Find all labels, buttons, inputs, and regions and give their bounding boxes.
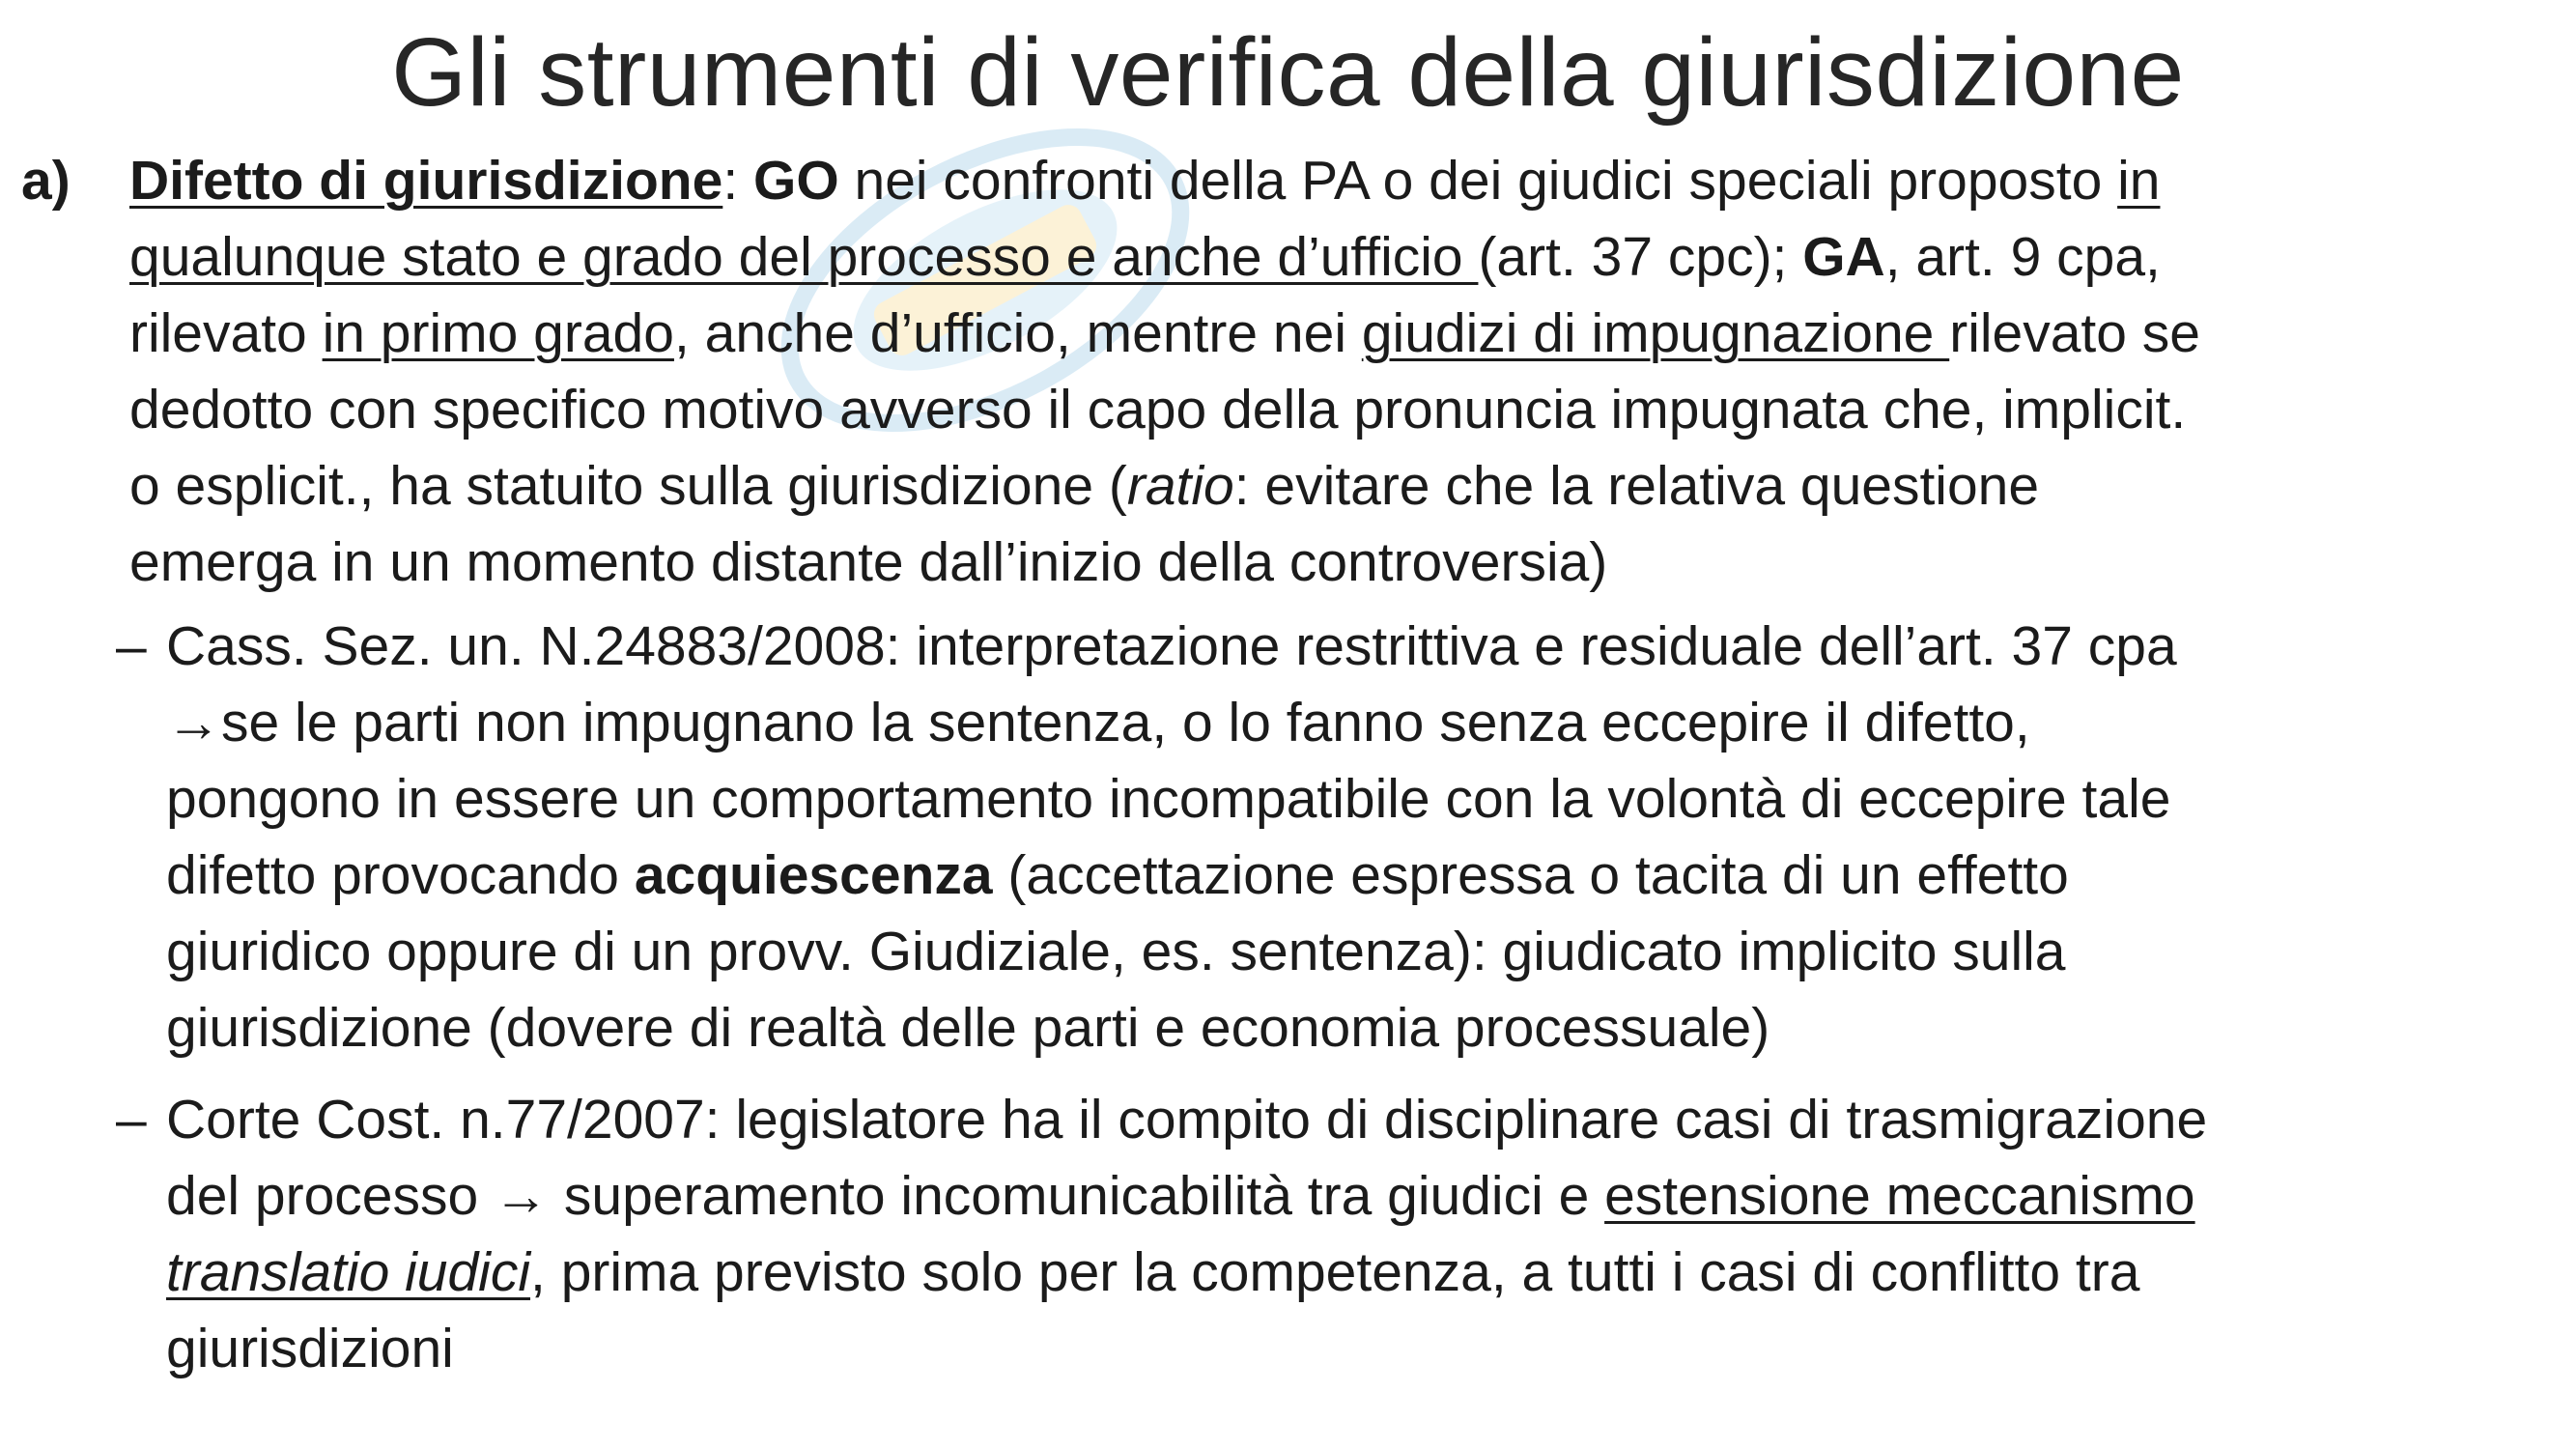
sub-item-dash: – bbox=[116, 1089, 147, 1151]
item-a-label: a) bbox=[21, 150, 71, 212]
sub-item-cassazione-text bbox=[166, 609, 2177, 1066]
bold-text-segment: Difetto di giurisdizione bbox=[129, 150, 723, 212]
text-line bbox=[166, 609, 2177, 685]
text-segment: giuridico oppure di un provv. Giudiziale, es. sentenza): giudicato implicito sulla bbox=[166, 921, 2066, 982]
underlined-text-segment: estensione meccanismo bbox=[1604, 1165, 2195, 1227]
text-line bbox=[166, 1311, 2207, 1387]
text-segment: superamento incomunicabilità tra giudici e bbox=[549, 1165, 1605, 1227]
text-segment: → bbox=[166, 692, 221, 753]
text-line bbox=[166, 685, 2177, 761]
bold-text-segment: GA bbox=[1802, 226, 1885, 288]
text-segment: dedotto con specifico motivo avverso il capo della pronuncia impugnata che, implicit. bbox=[129, 379, 2187, 440]
text-line bbox=[166, 1158, 2207, 1235]
bold-text-segment: GO bbox=[753, 150, 839, 212]
text-segment: rilevato bbox=[129, 302, 323, 364]
text-segment: difetto provocando bbox=[166, 844, 635, 906]
text-line bbox=[129, 372, 2200, 448]
text-line bbox=[166, 761, 2177, 838]
underlined-text-segment: in primo grado bbox=[322, 302, 674, 364]
underlined-text-segment: giudizi di impugnazione bbox=[1361, 302, 1950, 364]
underlined-text-segment: translatio iudici bbox=[166, 1241, 531, 1303]
slide-title: Gli strumenti di verifica della giurisdizione bbox=[391, 18, 2185, 127]
text-segment: giurisdizione (dovere di realtà delle parti e economia processuale) bbox=[166, 997, 1770, 1059]
text-segment: giurisdizioni bbox=[166, 1318, 454, 1379]
text-segment: se le parti non impugnano la sentenza, o lo fanno senza eccepire il difetto, bbox=[221, 692, 2030, 753]
text-segment: emerga in un momento distante dall’inizio della controversia) bbox=[129, 531, 1608, 593]
text-segment: (accettazione espressa o tacita di un effetto bbox=[992, 844, 2069, 906]
text-segment: , prima previsto solo per la competenza, a tutti i casi di conflitto tra bbox=[530, 1241, 2140, 1303]
text-line bbox=[166, 1082, 2207, 1158]
text-line bbox=[129, 525, 2200, 601]
text-segment: : evitare che la relativa questione bbox=[1233, 455, 2040, 517]
text-segment: → bbox=[494, 1165, 550, 1227]
text-segment: ratio bbox=[1126, 455, 1234, 517]
text-segment: Cass. Sez. un. N.24883/2008: interpretazione restrittiva e residuale dell’art. 37 cpa bbox=[166, 615, 2177, 677]
text-segment: nei confronti della PA o dei giudici speciali proposto bbox=[838, 150, 2118, 212]
text-segment: (art. 37 cpc); bbox=[1478, 226, 1803, 288]
text-line bbox=[129, 296, 2200, 372]
underlined-text-segment: qualunque stato e grado del processo e anche d’ufficio bbox=[129, 226, 1479, 288]
text-line bbox=[166, 838, 2177, 914]
text-line bbox=[129, 143, 2200, 219]
text-segment: del processo bbox=[166, 1165, 495, 1227]
text-segment: o esplicit., ha statuito sulla giurisdizione ( bbox=[129, 455, 1127, 517]
sub-item-corte-cost-text bbox=[166, 1082, 2207, 1387]
text-line bbox=[166, 990, 2177, 1066]
text-line bbox=[166, 1235, 2207, 1311]
text-segment: rilevato se bbox=[1949, 302, 2201, 364]
item-a-text bbox=[129, 143, 2200, 601]
underlined-text-segment: in bbox=[2117, 150, 2161, 212]
text-segment: : bbox=[722, 150, 753, 212]
text-segment: , anche d’ufficio, mentre nei bbox=[673, 302, 1362, 364]
text-line bbox=[129, 448, 2200, 525]
bold-text-segment: acquiescenza bbox=[634, 844, 993, 906]
sub-item-dash: – bbox=[116, 615, 147, 677]
text-line bbox=[129, 219, 2200, 296]
text-segment: Corte Cost. n.77/2007: legislatore ha il compito di disciplinare casi di trasmigrazione bbox=[166, 1089, 2208, 1151]
text-line bbox=[166, 914, 2177, 990]
text-segment: pongono in essere un comportamento incompatibile con la volontà di eccepire tale bbox=[166, 768, 2171, 830]
text-segment: , art. 9 cpa, bbox=[1884, 226, 2161, 288]
